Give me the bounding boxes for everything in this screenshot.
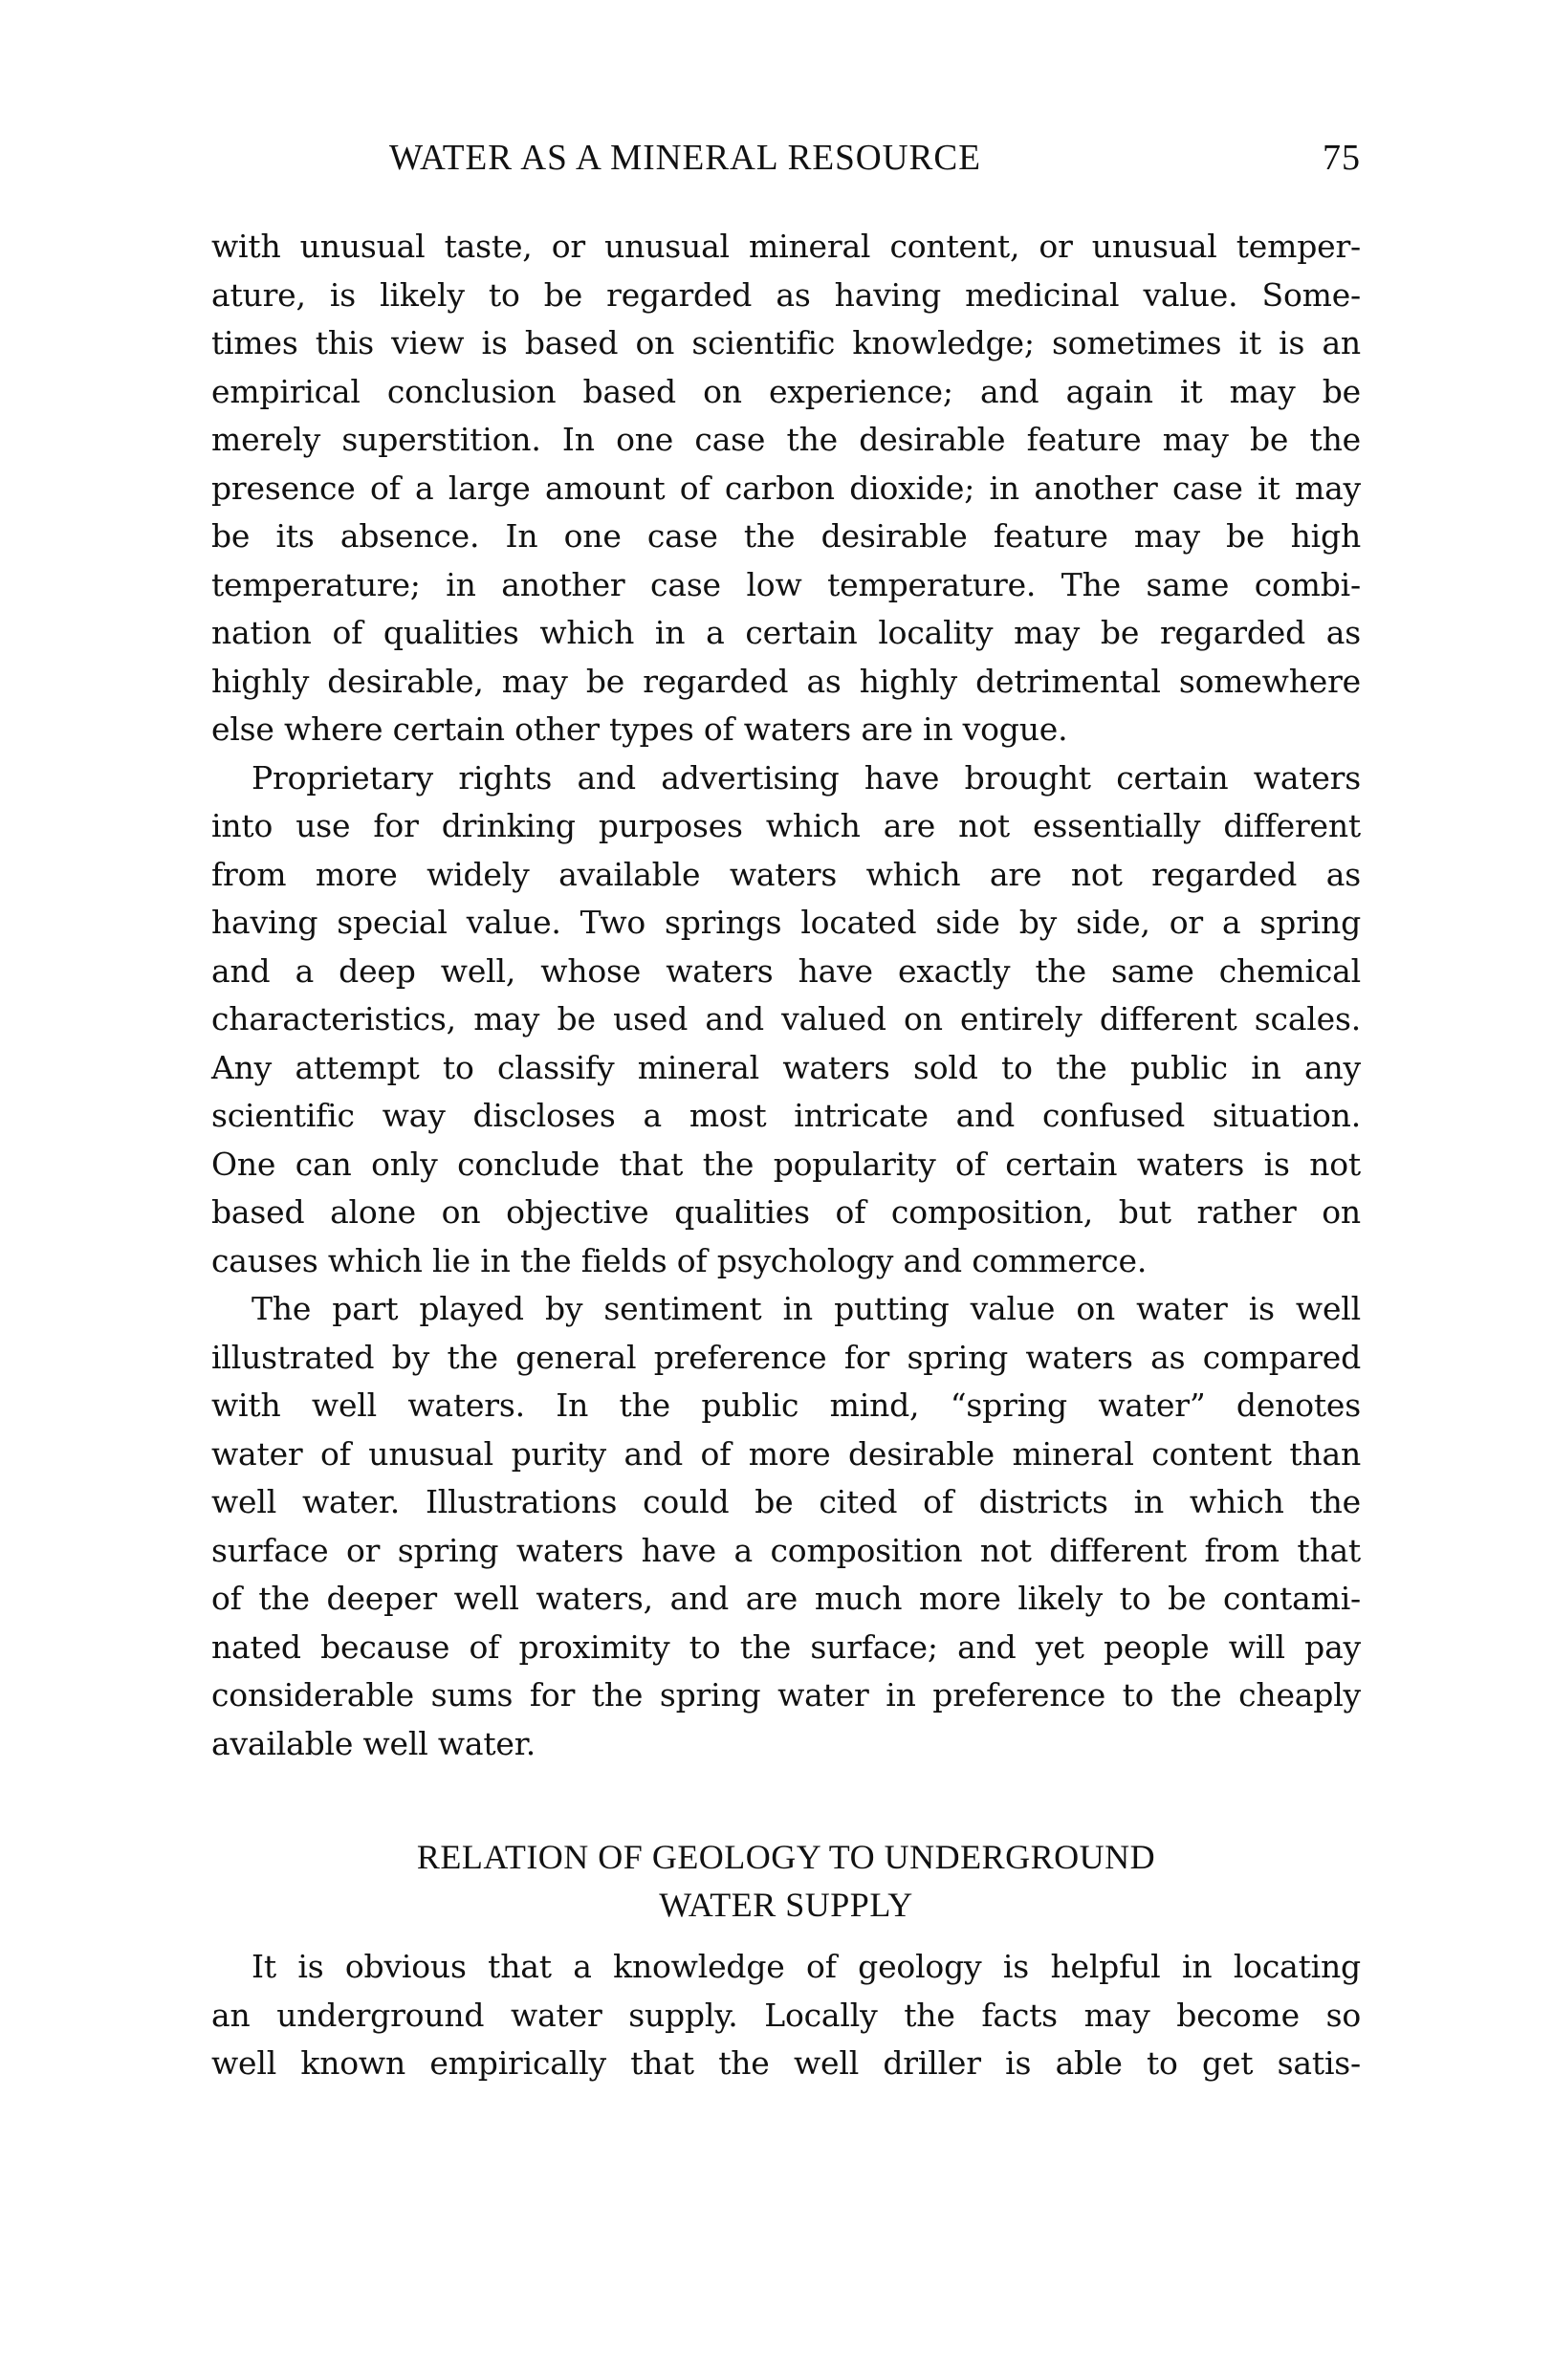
paragraph-sentiment [211, 1285, 1361, 1768]
text-line: an underground water supply. Locally the facts may become so [211, 1996, 1361, 2034]
text-line: having special value. Two springs located side by side, or a spring [211, 904, 1361, 941]
text-line: temperature; in another case low temperature. The same combi- [211, 565, 1361, 603]
text-line: be its absence. In one case the desirable feature may be high [211, 517, 1361, 555]
text-line: Any attempt to classify mineral waters sold to the public in any [211, 1048, 1361, 1086]
text-line: merely superstition. In one case the desirable feature may be the [211, 421, 1361, 458]
text-line: of the deeper well waters, and are much more likely to be contami- [211, 1580, 1361, 1617]
text-line: well known empirically that the well driller is able to get satis- [211, 2044, 1361, 2082]
text-line: One can only conclude that the popularity of certain waters is not [211, 1145, 1361, 1183]
text-line: with unusual taste, or unusual mineral content, or unusual temper- [211, 228, 1361, 265]
text-line: well water. Illustrations could be cited of districts in which the [211, 1483, 1361, 1520]
page-number: 75 [1323, 138, 1361, 178]
section-heading-line: RELATION OF GEOLOGY TO UNDERGROUND [416, 1838, 1156, 1876]
text-line: from more widely available waters which are not regarded as [211, 855, 1361, 893]
text-line: ature, is likely to be regarded as having medicinal value. Some- [211, 275, 1361, 314]
text-line: presence of a large amount of carbon dioxide; in another case it may [211, 469, 1361, 507]
text-line: Proprietary rights and advertising have brought certain waters [252, 758, 1361, 797]
text-line: surface or spring waters have a composition not different from that [211, 1531, 1361, 1569]
text-line: available well water. [211, 1724, 536, 1762]
text-line: water of unusual purity and of more desirable mineral content than [211, 1434, 1361, 1473]
text-line: nation of qualities which in a certain locality may be regarded as [211, 614, 1361, 651]
running-header [211, 134, 1361, 182]
paragraph-medicinal-value [211, 223, 1361, 754]
text-line: empirical conclusion based on experience; and again it may be [211, 372, 1361, 410]
section-body [211, 1943, 1361, 2088]
paragraph-geology [211, 1943, 1361, 2088]
text-line: causes which lie in the fields of psychology and commerce. [211, 1241, 1148, 1279]
section-heading-line: WATER SUPPLY [659, 1886, 913, 1924]
body-text [211, 223, 1361, 1768]
text-line: highly desirable, may be regarded as highly detrimental somewhere [211, 662, 1361, 700]
text-line: scientific way discloses a most intricate and confused situation. [211, 1097, 1361, 1134]
text-line: else where certain other types of waters are in vogue. [211, 710, 1068, 748]
text-line: nated because of proximity to the surface; and yet people will pay [211, 1627, 1361, 1666]
text-line: The part played by sentiment in putting value on water is well [252, 1290, 1361, 1327]
text-line: characteristics, may be used and valued on entirely different scales. [211, 1000, 1361, 1037]
section-heading [211, 1833, 1361, 1929]
text-line: into use for drinking purposes which are not essentially different [211, 807, 1361, 844]
running-title: WATER AS A MINERAL RESOURCE [389, 138, 981, 178]
text-line: It is obvious that a knowledge of geology is helpful in locating [252, 1948, 1361, 1985]
text-line: with well waters. In the public mind, “spring water” denotes [211, 1387, 1361, 1424]
text-line: times this view is based on scientific knowledge; sometimes it is an [211, 324, 1361, 361]
text-line: illustrated by the general preference for spring waters as compared [211, 1338, 1361, 1376]
text-line: considerable sums for the spring water in preference to the cheaply [211, 1676, 1361, 1714]
paragraph-proprietary-rights [211, 754, 1361, 1286]
text-line: and a deep well, whose waters have exactly the same chemical [211, 951, 1361, 990]
text-line: based alone on objective qualities of composition, but rather on [211, 1193, 1361, 1231]
